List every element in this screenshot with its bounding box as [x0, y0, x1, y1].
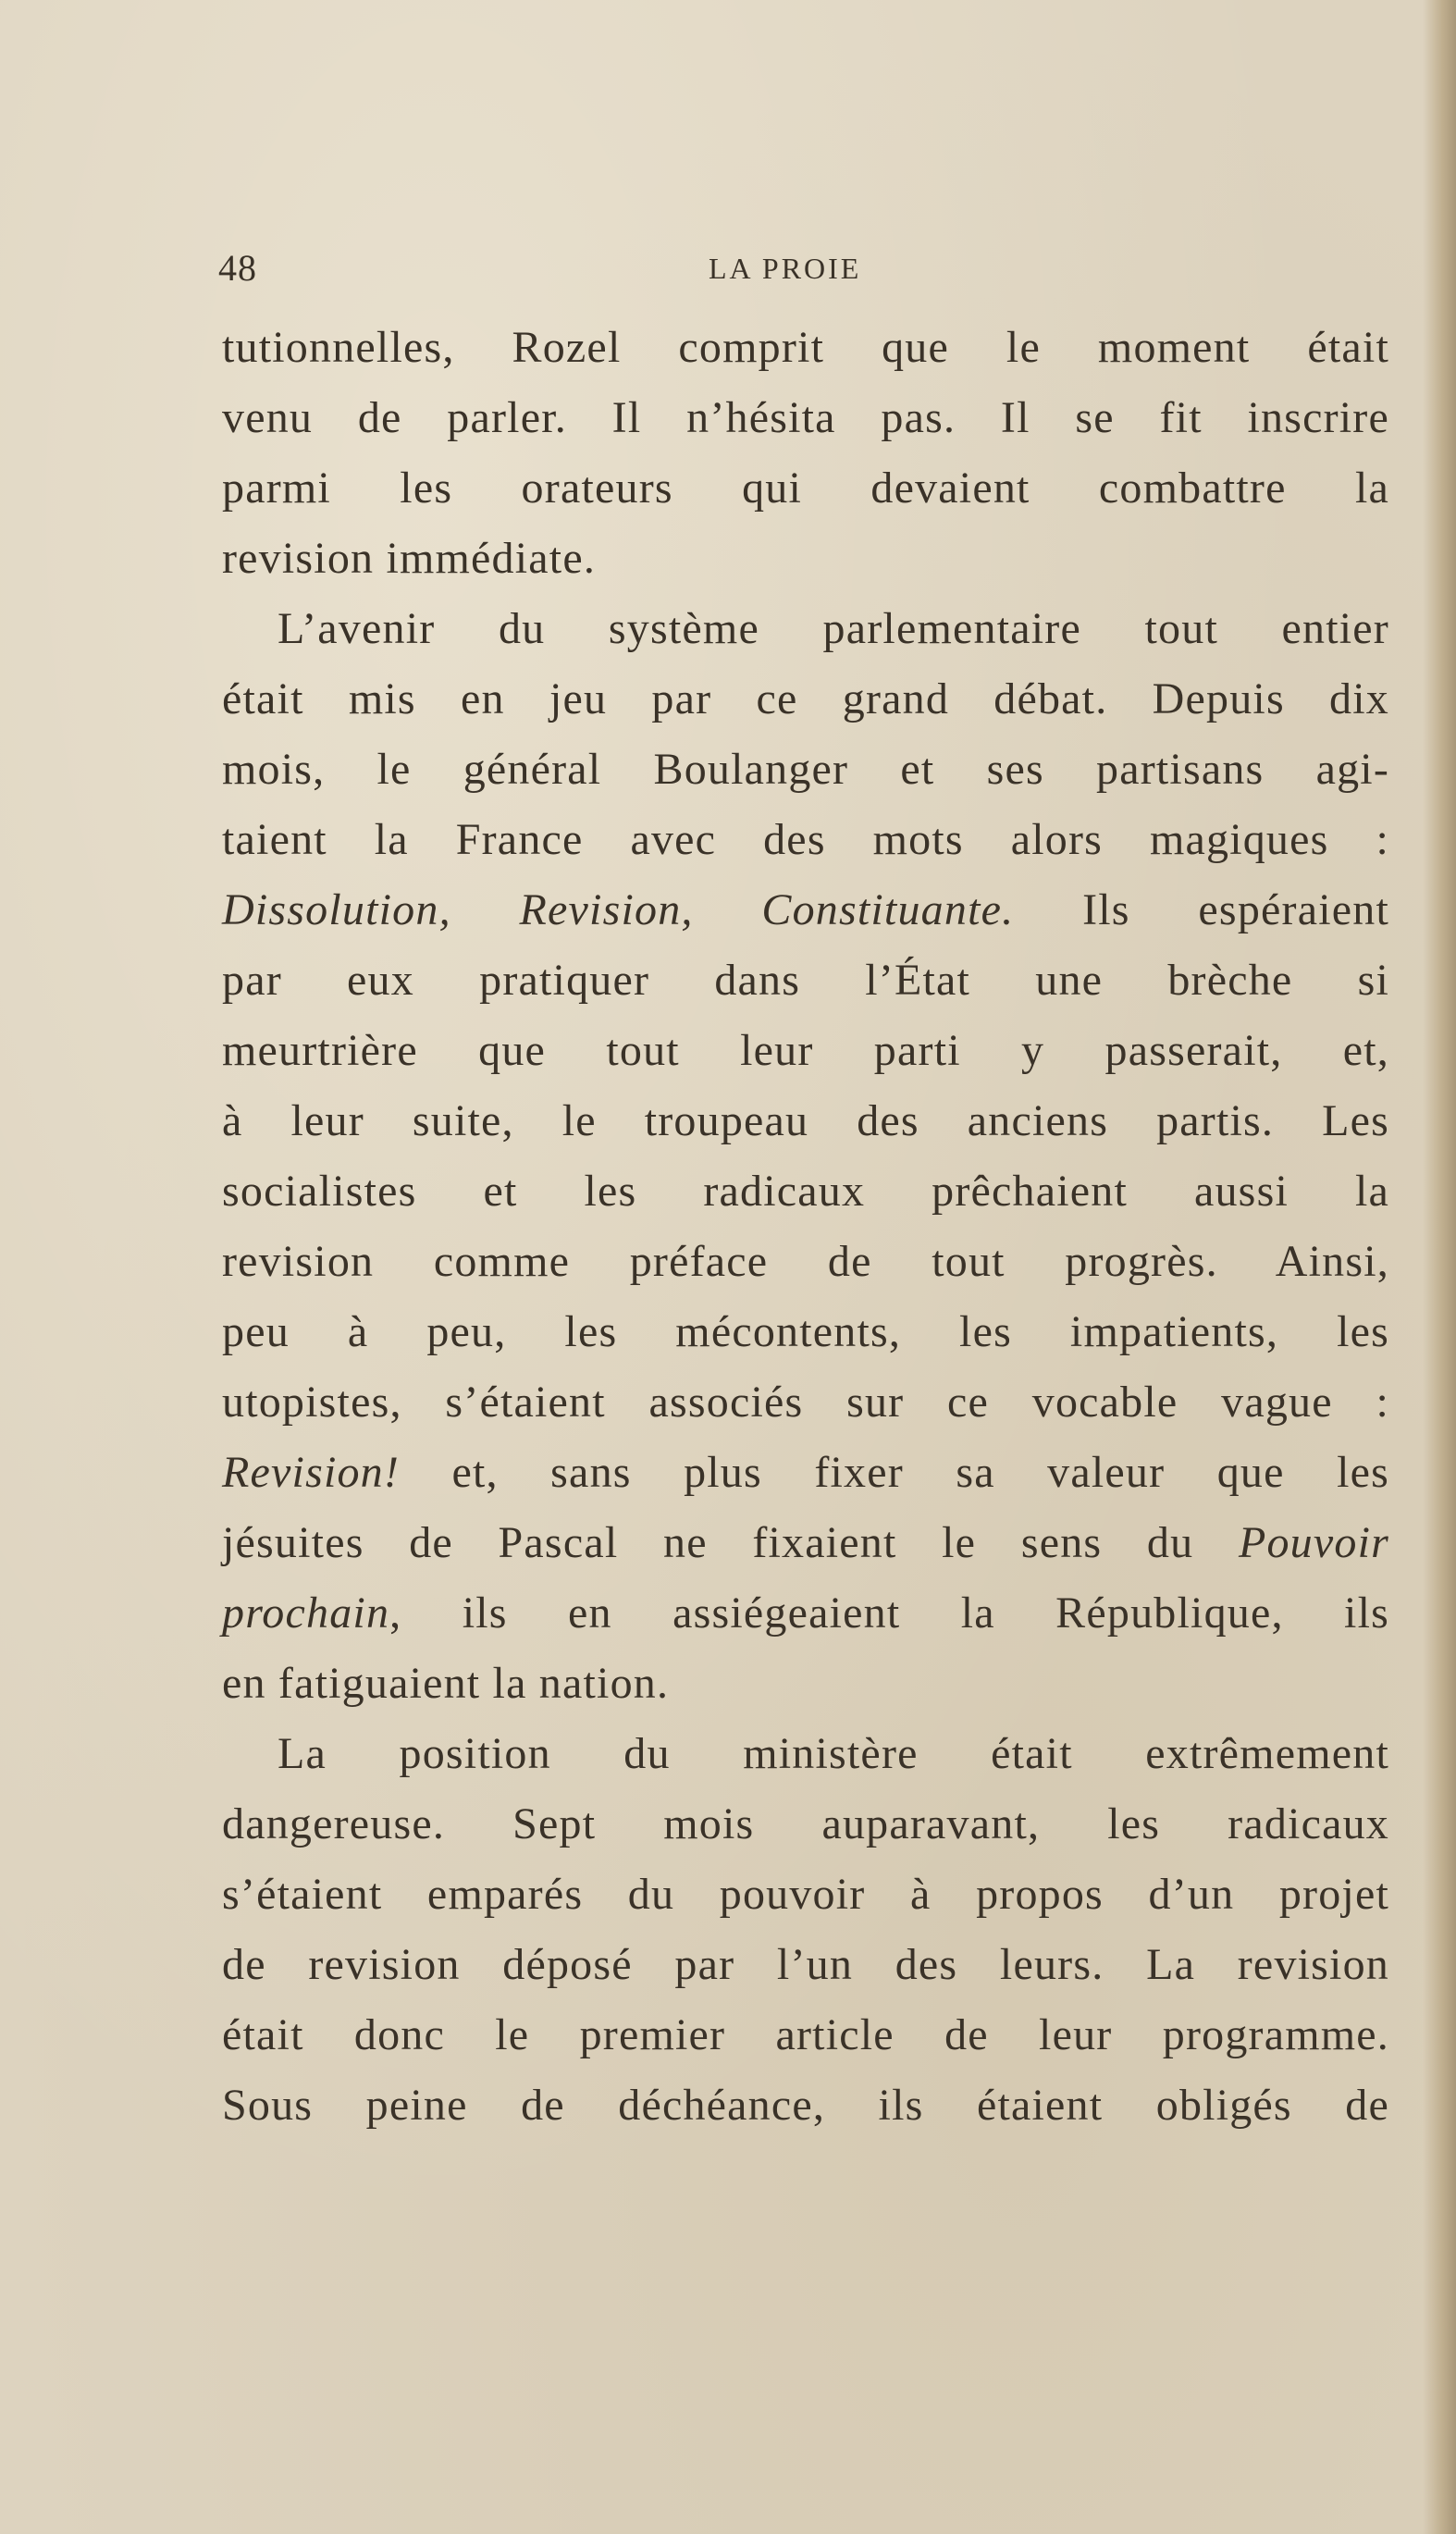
text-line — [222, 1016, 1389, 1086]
text-segment: en fatiguaient la nation. — [222, 1659, 670, 1708]
text-segment: , ils en assiégeaient la République, ils — [389, 1588, 1389, 1638]
text-line — [222, 594, 1389, 664]
text-line — [222, 1156, 1389, 1227]
text-segment: était mis en jeu par ce grand débat. Depuis dix — [222, 674, 1389, 723]
text-segment: dangereuse. Sept mois auparavant, les radicaux — [222, 1799, 1389, 1848]
text-line — [222, 1227, 1389, 1297]
text-segment: tutionnelles, Rozel comprit que le moment était — [222, 323, 1389, 372]
text-segment: La position du ministère était extrêmement — [278, 1729, 1389, 1778]
text-line — [222, 1930, 1389, 2000]
text-line — [222, 1086, 1389, 1156]
text-line — [222, 2000, 1389, 2070]
body-text — [222, 313, 1389, 2141]
text-line — [222, 664, 1389, 735]
text-line — [222, 383, 1389, 453]
text-line — [222, 524, 1389, 594]
text-line — [222, 946, 1389, 1016]
text-line — [222, 1860, 1389, 1930]
text-line — [222, 1578, 1389, 1649]
italic-text: Pouvoir — [1238, 1518, 1389, 1567]
page-edge — [1423, 0, 1456, 2534]
text-segment: Ils espéraient — [1014, 885, 1389, 934]
text-segment: et, sans plus fixer sa valeur que les — [400, 1448, 1389, 1497]
text-line — [222, 1719, 1389, 1789]
running-title: LA PROIE — [709, 252, 862, 285]
text-segment: s’étaient emparés du pouvoir à propos d’un projet — [222, 1870, 1389, 1919]
italic-text: Dissolution, Revision, Constituante. — [222, 885, 1015, 934]
text-segment: mois, le général Boulanger et ses partisans agi- — [222, 745, 1389, 794]
text-segment: jésuites de Pascal ne fixaient le sens du — [222, 1518, 1239, 1567]
text-line — [222, 1508, 1389, 1578]
text-line — [222, 313, 1389, 383]
text-segment: venu de parler. Il n’hésita pas. Il se fit inscrire — [222, 393, 1389, 442]
text-line — [222, 1367, 1389, 1438]
text-line — [222, 875, 1389, 946]
text-segment: Sous peine de déchéance, ils étaient obligés de — [222, 2081, 1389, 2130]
text-segment: peu à peu, les mécontents, les impatients, les — [222, 1307, 1389, 1356]
text-line — [222, 1438, 1389, 1508]
text-segment: à leur suite, le troupeau des anciens partis. Les — [222, 1096, 1389, 1145]
text-segment: revision comme préface de tout progrès. Ainsi, — [222, 1237, 1389, 1286]
text-segment: par eux pratiquer dans l’État une brèche si — [222, 956, 1389, 1005]
text-segment: parmi les orateurs qui devaient combattre la — [222, 464, 1389, 513]
page-number: 48 — [218, 247, 257, 289]
text-line — [222, 2070, 1389, 2141]
text-line — [222, 1297, 1389, 1367]
text-segment: meurtrière que tout leur parti y passerait, et, — [222, 1026, 1389, 1075]
text-line — [222, 1649, 1389, 1719]
text-segment: socialistes et les radicaux prêchaient aussi la — [222, 1167, 1389, 1216]
text-line — [222, 1789, 1389, 1860]
text-line — [222, 735, 1389, 805]
text-line — [222, 453, 1389, 524]
text-segment: de revision déposé par l’un des leurs. La revision — [222, 1940, 1389, 1989]
italic-text: prochain — [222, 1588, 390, 1638]
text-segment: utopistes, s’étaient associés sur ce vocable vague : — [222, 1378, 1389, 1427]
italic-text: Revision! — [222, 1448, 401, 1497]
text-segment: revision immédiate. — [222, 534, 597, 583]
text-segment: L’avenir du système parlementaire tout entier — [278, 604, 1389, 653]
text-segment: taient la France avec des mots alors magiques : — [222, 815, 1389, 864]
text-line — [222, 805, 1389, 875]
text-segment: était donc le premier article de leur programme. — [222, 2010, 1389, 2059]
running-head — [218, 246, 1393, 292]
